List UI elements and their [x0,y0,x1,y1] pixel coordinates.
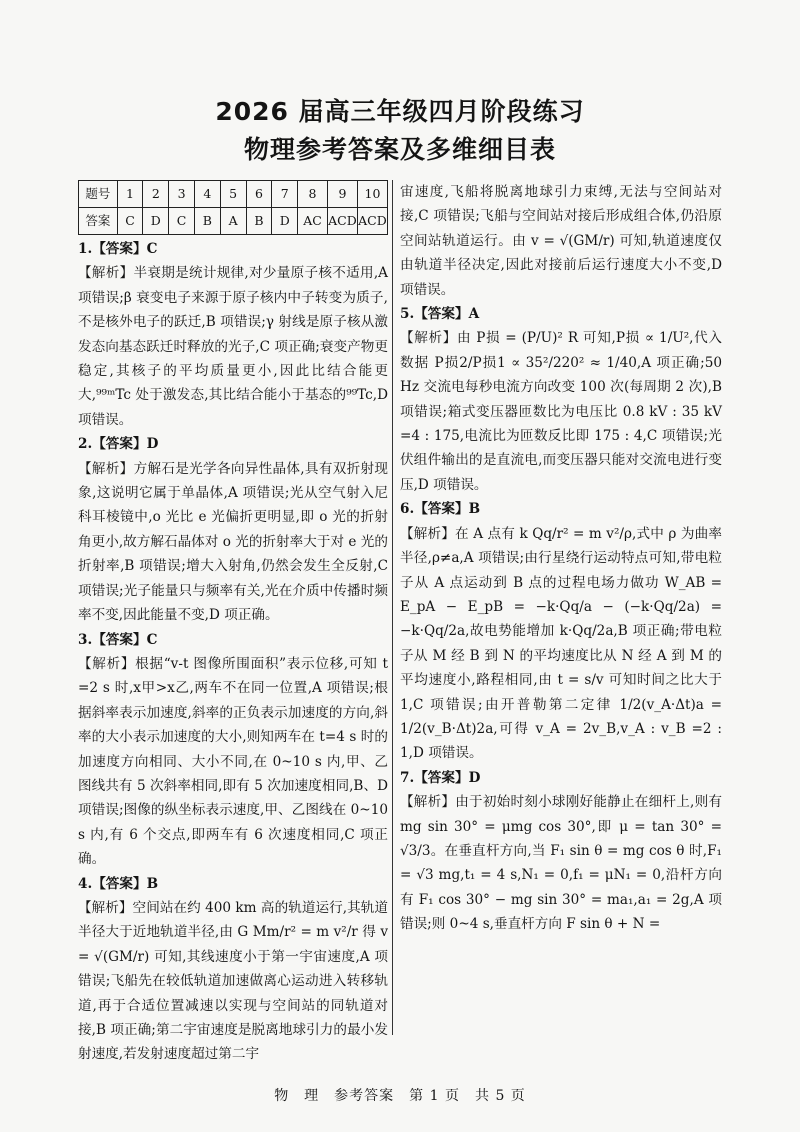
right-column [400,180,722,937]
table-cell: A [220,208,246,235]
table-cell: 10 [357,181,387,208]
table-cell: D [143,208,169,235]
answer-table [78,180,388,235]
left-column [78,180,388,1067]
question-4-explanation-continued: 宙速度,飞船将脱离地球引力束缚,无法与空间站对接,C 项错误;飞船与空间站对接后形成组合体,仍沿原空间站轨道运行。由 v = √(GM/r) 可知,轨道速度仅由轨道半径决定,因此对接前后运行速度大小不变,D 项错误。 [400,184,722,298]
table-cell: ACD [357,208,387,235]
question-6-explanation: 【解析】在 A 点有 k Qq/r² = m v²/ρ,式中 ρ 为曲率半径,ρ≠a,A 项错误;由行星绕行运动特点可知,带电粒子从 A 点运动到 B 点的过程电场力做功 W_AB = E_pA − E_pB = −k·Qq/a − (−k·Qq/2a) = −k·Qq/2a,故电势能增加 k·Qq/2a,B 项正确;带电粒子从 M 经 B 到 N 的平均速度比从 N 经 A 到 M 的平均速度小,路程相同,由 t = s/v 可知时间之比大于 1,C 项错误;由开普勒第二定律 1/2(v_A·Δt)a = 1/2(v_B·Δt)2a,可得 v_A = 2v_B,v_A : v_B =2 : 1,D 项错误。 [400,525,722,762]
question-5-answer: 5.【答案】A [400,306,480,323]
question-4-explanation: 【解析】空间站在约 400 km 高的轨道运行,其轨道半径大于近地轨道半径,由 G Mm/r² = m v²/r 得 v = √(GM/r) 可知,其线速度小于第一宇宙速度,A 项错误;飞船先在较低轨道加速做离心运动进入转移轨道,再于合适位置减速以实现与空间站的同轨道对接,B 项正确;第二宇宙速度是脱离地球引力的最小发射速度,若发射速度超过第二宇 [78,899,388,1063]
question-2-explanation: 【解析】方解石是光学各向异性晶体,具有双折射现象,这说明它属于单晶体,A 项错误;光从空气射入尼科耳棱镜中,o 光比 e 光偏折更明显,即 o 光的折射角更小,故方解石晶体对 o 光的折射率大于对 e 光的折射率,B 项错误;增大入射角,仍然会发生全反射,C 项错误;光子能量只与频率有关,光在介质中传播时频率不变,因此能量不变,D 项正确。 [78,460,388,624]
answer-table-answer-row [79,208,388,235]
table-cell: 2 [143,181,169,208]
table-cell: 9 [327,181,357,208]
question-7-answer: 7.【答案】D [400,769,481,786]
table-cell: B [194,208,220,235]
table-header-cell: 题号 [79,181,118,208]
table-cell: C [169,208,195,235]
table-cell: B [246,208,272,235]
table-cell: 6 [246,181,272,208]
table-cell: 1 [117,181,143,208]
question-5-explanation: 【解析】由 P损 = (P/U)² R 可知,P损 ∝ 1/U²,代入数据 P损2/P损1 ∝ 35²/220² ≈ 1/40,A 项正确;50 Hz 交流电每秒电流方向改变 100 次(每周期 2 次),B 项错误;箱式变压器匝数比为电压比 0.8 kV : 35 kV =4 : 175,电流比为匝数反比即 175 : 4,C 项错误;光伏组件输出的是直流电,而变压器只能对交流电进行变压,D 项错误。 [400,330,722,493]
page-subtitle: 物理参考答案及多维细目表 [243,135,556,164]
question-6-answer: 6.【答案】B [400,501,481,518]
table-cell: D [272,208,298,235]
question-2-answer: 2.【答案】D [78,436,159,453]
question-3-explanation: 【解析】根据“v-t 图像所围面积”表示位移,可知 t =2 s 时,x甲>x乙,两车不在同一位置,A 项错误;根据斜率表示加速度,斜率的正负表示加速度的方向,斜率的大小表示加速度的大小,则知两车在 t=4 s 时的加速度方向相同、大小不同,在 0~10 s 内,甲、乙图线共有 5 次斜率相同,即有 5 次加速度相同,B、D 项错误;图像的纵坐标表示速度,甲、乙图线在 0~10 s 内,有 6 个交点,即两车有 6 次速度相同,C 项正确。 [78,655,388,868]
table-cell: AC [298,208,328,235]
table-cell: C [117,208,143,235]
question-1-answer: 1.【答案】C [78,241,158,257]
question-1-explanation: 【解析】半衰期是统计规律,对少量原子核不适用,A 项错误;β 衰变电子来源于原子核内中子转变为质子,不是核外电子的跃迁,B 项错误;γ 射线是原子核从激发态向基态跃迁时释放的光子,C 项正确;衰变产物更稳定,其核子的平均质量更小,因此比结合能更大,⁹⁹ᵐTc 处于激发态,其比结合能小于基态的⁹⁹Tc,D 项错误。 [78,265,388,428]
question-3-answer: 3.【答案】C [78,631,158,648]
question-7-explanation: 【解析】由于初始时刻小球刚好能静止在细杆上,则有 mg sin 30° = μmg cos 30°,即 μ = tan 30° = √3/3。在垂直杆方向,当 F₁ sin θ = mg cos θ 时,F₁ = √3 mg,t₁ = 4 s,N₁ = 0,f₁ = μN₁ = 0,沿杆方向有 F₁ cos 30° − mg sin 30° = ma₁,a₁ = 2g,A 项错误;则 0~4 s,垂直杆方向 F sin θ + N = [400,794,722,933]
table-cell: 5 [220,181,246,208]
page-footer: 物 理 参考答案 第 1 页 共 5 页 [274,1088,526,1104]
table-cell: 3 [169,181,195,208]
table-cell: 8 [298,181,328,208]
answer-table-number-row [79,181,388,208]
table-cell: 4 [194,181,220,208]
question-4-answer: 4.【答案】B [78,875,159,892]
table-cell: ACD [327,208,357,235]
table-header-cell: 答案 [79,208,118,235]
page-title: 2026 届高三年级四月阶段练习 [215,97,585,126]
table-cell: 7 [272,181,298,208]
column-divider [392,180,393,1035]
